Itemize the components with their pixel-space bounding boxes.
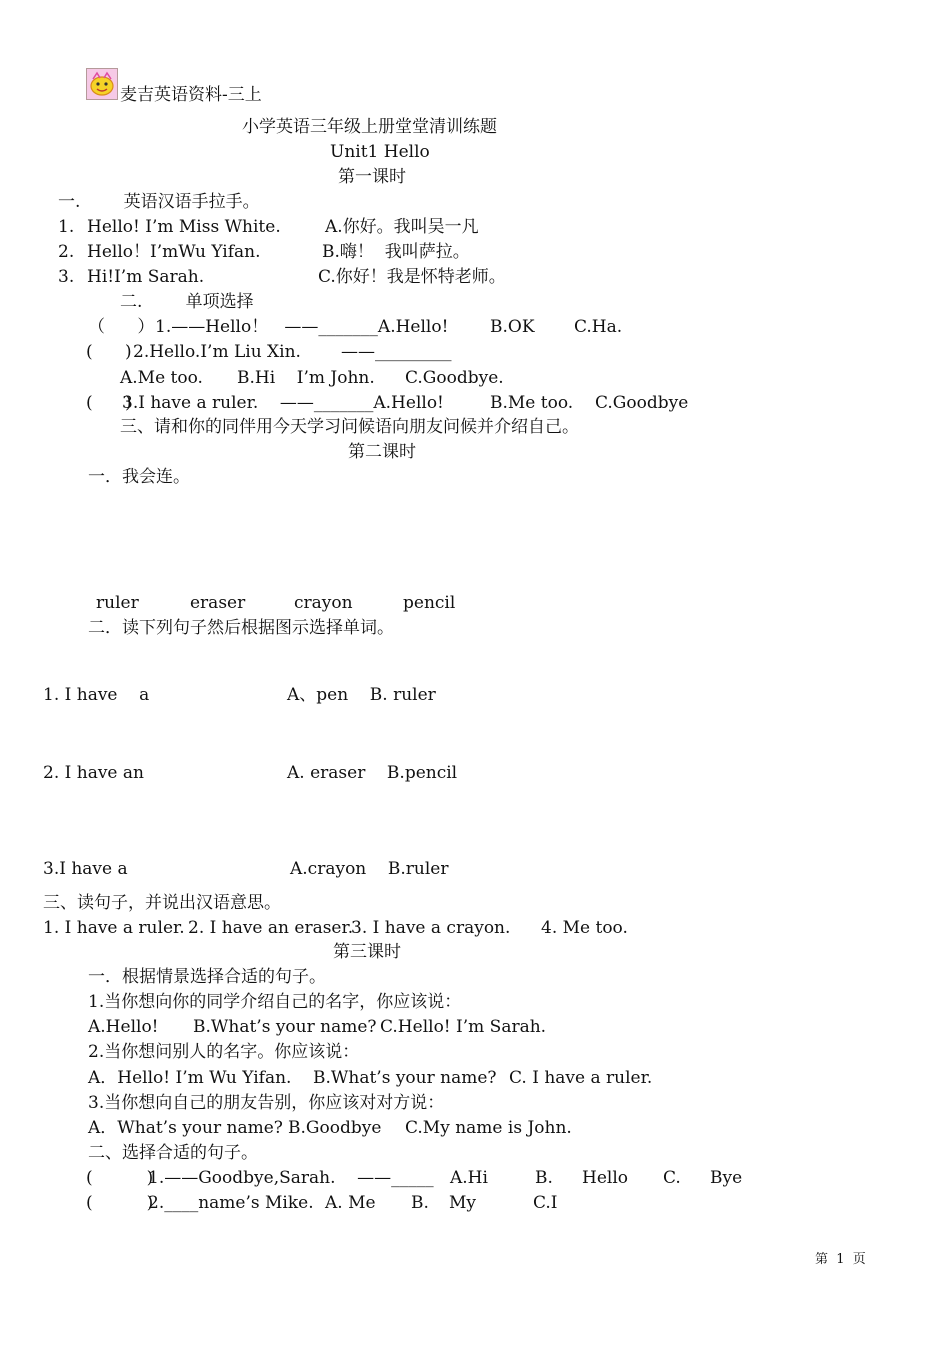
scenario-q2: 2.当你想问别人的名字。你应该说： <box>88 1042 360 1062</box>
word-eraser: eraser <box>190 593 246 613</box>
lesson1-part2-title: 二. 单项选择 <box>120 292 254 312</box>
match-en-3: Hi!I’m Sarah. <box>87 267 205 287</box>
match-zh-3: C.你好！我是怀特老师。 <box>318 267 506 287</box>
lesson2-part2-title: 二．读下列句子然后根据图示选择单词。 <box>88 618 394 638</box>
picture-q1: 1. I have a <box>43 685 150 705</box>
lesson2-part1-title: 一．我会连。 <box>88 467 190 487</box>
select-q1-text: 1.——Goodbye,Sarah. ——_____ <box>148 1168 434 1188</box>
select-q2-a: A. Me <box>325 1193 376 1213</box>
picture-q2: 2. I have an <box>43 763 144 783</box>
select-q1-a: A.Hi <box>450 1168 488 1188</box>
scenario-q3-b: B.Goodbye <box>288 1118 382 1138</box>
choice-q2-b: B.Hi I’m John. <box>237 368 375 388</box>
answer-paren-4[interactable]: ( ) <box>86 1168 154 1188</box>
select-q1-c: C. <box>663 1168 681 1188</box>
match-en-2: Hello！I’mWu Yifan. <box>87 242 261 262</box>
choice-q1-b: B.OK <box>490 317 535 337</box>
picture-q3-opts: A.crayon B.ruler <box>290 859 449 879</box>
select-q1-c-text: Bye <box>710 1168 743 1188</box>
choice-q2-c: C.Goodbye. <box>405 368 504 388</box>
select-q1-b: B. <box>535 1168 553 1188</box>
answer-paren-2[interactable]: ( ) <box>86 342 132 362</box>
match-num-3: 3. <box>58 267 75 287</box>
match-zh-2: B.嗨！ 我叫萨拉。 <box>322 242 470 262</box>
lesson1-part3: 三、请和你的同伴用今天学习问候语向朋友问候并介绍自己。 <box>120 417 579 437</box>
answer-paren-1[interactable]: （ ） <box>88 317 155 337</box>
scenario-q2-c: C. I have a ruler. <box>509 1068 653 1088</box>
scenario-q3-a: A．What’s your name? <box>88 1118 283 1138</box>
lesson3-part2-title: 二、选择合适的句子。 <box>88 1143 258 1163</box>
match-en-1: Hello! I’m Miss White. <box>87 217 281 237</box>
answer-paren-3[interactable]: ( ) <box>86 393 132 413</box>
select-q2-b-text: My <box>449 1193 477 1213</box>
picture-q3: 3.I have a <box>43 859 128 879</box>
sentence-2: 2. I have an eraser. <box>188 918 354 938</box>
choice-q1-text: 1.——Hello！ ——_______A.Hello! <box>155 317 449 337</box>
lesson3-heading: 第三课时 <box>333 942 401 962</box>
unit-title: Unit1 Hello <box>330 142 430 162</box>
choice-q1-c: C.Ha. <box>574 317 623 337</box>
scenario-q1: 1.当你想向你的同学介绍自己的名字，你应该说： <box>88 992 462 1012</box>
brand-text: 麦吉英语资料-三上 <box>120 85 262 105</box>
sentence-1: 1. I have a ruler. <box>43 918 185 938</box>
sentence-4: 4. Me too. <box>541 918 628 938</box>
match-num-1: 1. <box>58 217 75 237</box>
lesson1-part1-title: 一. 英语汉语手拉手。 <box>58 192 260 212</box>
select-q1-b-text: Hello <box>582 1168 628 1188</box>
picture-q2-opts: A. eraser B.pencil <box>287 763 458 783</box>
select-q2-text: 2.____name’s Mike. <box>148 1193 314 1213</box>
page-title: 小学英语三年级上册堂堂清训练题 <box>242 117 497 137</box>
picture-q1-opts: A、pen B. ruler <box>287 685 436 705</box>
lesson3-part1-title: 一．根据情景选择合适的句子。 <box>88 967 326 987</box>
scenario-q3-c: C.My name is John. <box>405 1118 572 1138</box>
scenario-q2-a: A．Hello! I’m Wu Yifan. <box>88 1068 292 1088</box>
word-ruler: ruler <box>96 593 139 613</box>
select-q2-b: B. <box>411 1193 429 1213</box>
scenario-q1-a: A.Hello! <box>88 1017 159 1037</box>
choice-q3-b: B.Me too. <box>490 393 574 413</box>
answer-paren-5[interactable]: ( ) <box>86 1193 154 1213</box>
scenario-q3: 3.当你想向自己的朋友告别，你应该对对方说： <box>88 1093 445 1113</box>
lesson1-heading: 第一课时 <box>338 167 406 187</box>
word-pencil: pencil <box>403 593 456 613</box>
sentence-3: 3. I have a crayon. <box>351 918 511 938</box>
choice-q2-a: A.Me too. <box>120 368 203 388</box>
page-number: 第 1 页 <box>815 1252 866 1267</box>
select-q2-c: C.I <box>533 1193 558 1213</box>
match-num-2: 2. <box>58 242 75 262</box>
word-crayon: crayon <box>294 593 353 613</box>
scenario-q2-b: B.What’s your name? <box>313 1068 497 1088</box>
scenario-q1-c: C.Hello! I’m Sarah. <box>380 1017 547 1037</box>
choice-q2-text: 2.Hello.I’m Liu Xin. <box>133 342 301 362</box>
choice-q3-c: C.Goodbye <box>595 393 689 413</box>
logo-image <box>86 68 118 100</box>
choice-q3-text: 3.I have a ruler. ——_______A.Hello! <box>122 393 444 413</box>
match-zh-1: A.你好。我叫吴一凡 <box>325 217 479 237</box>
choice-q2-blank: ——_________ <box>341 342 452 362</box>
lesson2-heading: 第二课时 <box>348 442 416 462</box>
lesson2-part3-title: 三、读句子，并说出汉语意思。 <box>43 893 281 913</box>
scenario-q1-b: B.What’s your name? <box>193 1017 377 1037</box>
